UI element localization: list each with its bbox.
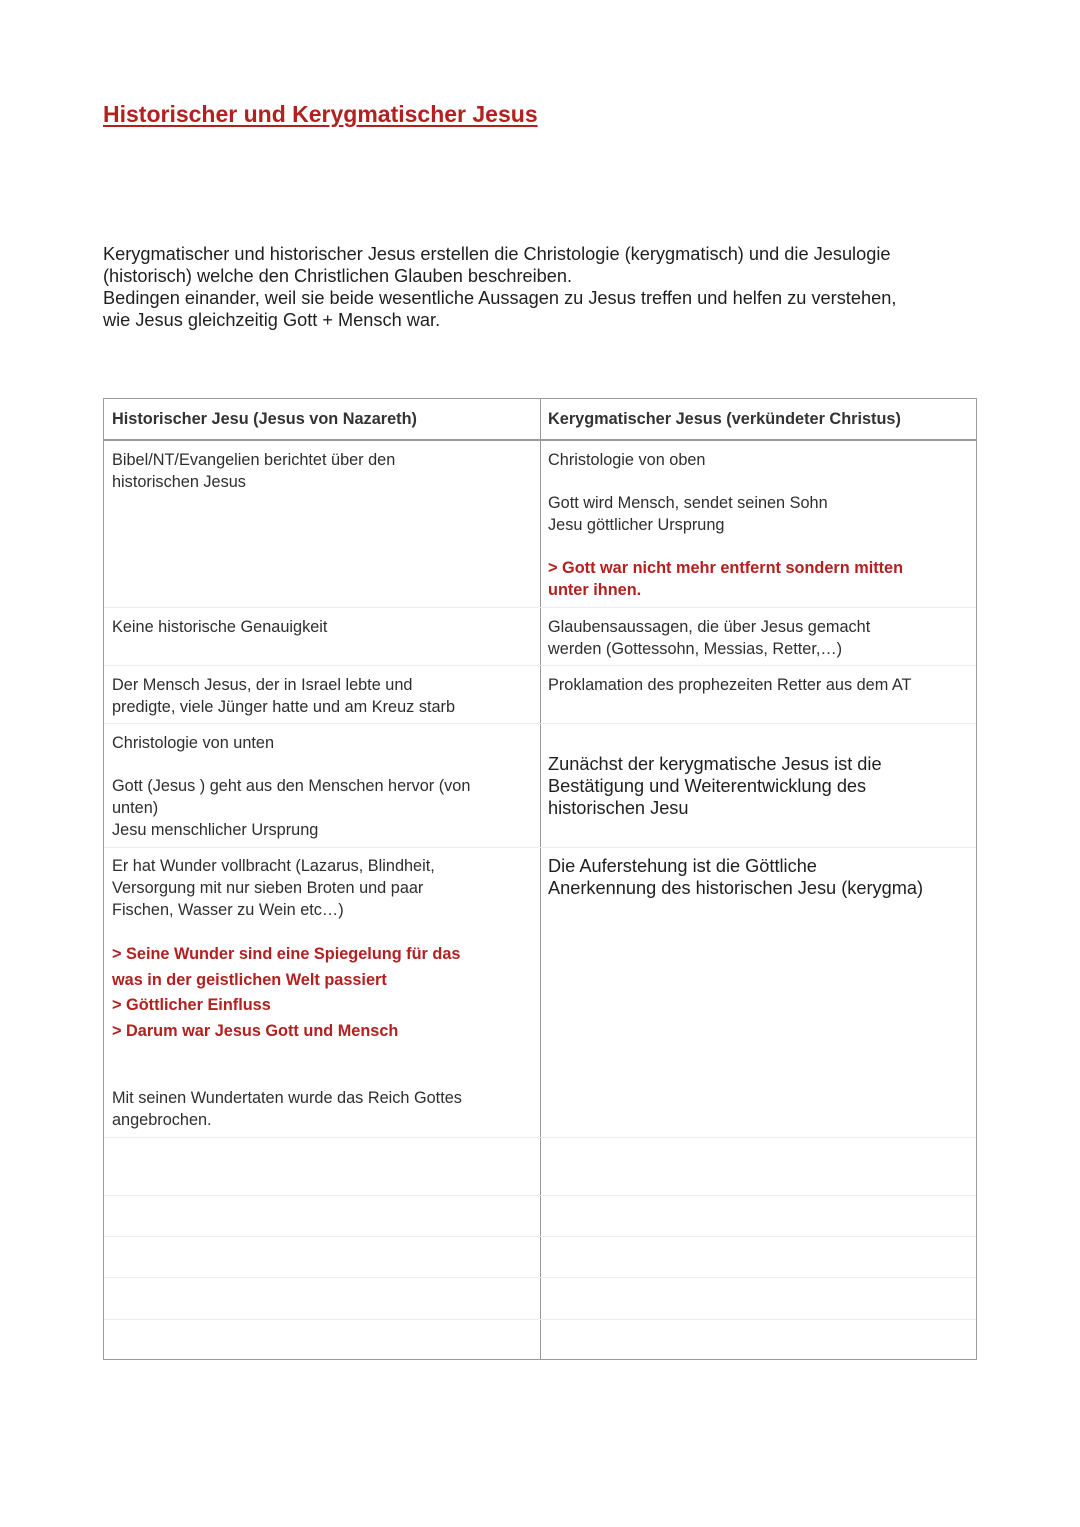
cell-historical-2 [112, 616, 534, 638]
cell-line: Jesu menschlicher Ursprung [112, 821, 319, 839]
cell-kerygmatic-2 [548, 616, 973, 660]
cell-historical-5-footer [112, 1087, 534, 1131]
cell-line: Gott (Jesus ) geht aus den Menschen hervor (von [112, 777, 471, 795]
row-divider [104, 847, 976, 848]
highlight-line: > Göttlicher Einfluss [112, 996, 271, 1014]
highlight-line: > Gott war nicht mehr entfernt sondern mitten [548, 559, 904, 577]
cell-line: predigte, viele Jünger hatte und am Kreuz starb [112, 698, 456, 716]
comparison-table [103, 398, 977, 1360]
cell-kerygmatic-4 [548, 753, 973, 819]
cell-line: Christologie von unten [112, 734, 275, 752]
cell-line: Bestätigung und Weiterentwicklung des [548, 776, 867, 796]
column-divider [540, 399, 541, 1359]
cell-line: werden (Gottessohn, Messias, Retter,…) [548, 640, 843, 658]
highlight-line: > Darum war Jesus Gott und Mensch [112, 1021, 399, 1040]
intro-line: Bedingen einander, weil sie beide wesentliche Aussagen zu Jesus treffen und helfen zu verstehen, [103, 288, 897, 308]
cell-historical-1 [112, 449, 534, 493]
cell-kerygmatic-1 [548, 449, 973, 601]
cell-line: angebrochen. [112, 1111, 212, 1129]
intro-text [103, 243, 983, 331]
cell-line: Die Auferstehung ist die Göttliche [548, 856, 817, 876]
cell-line: Gott wird Mensch, sendet seinen Sohn [548, 494, 828, 512]
row-divider [104, 1236, 976, 1237]
row-divider [104, 607, 976, 608]
row-divider [104, 1137, 976, 1138]
cell-line: Proklamation des prophezeiten Retter aus dem AT [548, 676, 912, 694]
intro-line: Kerygmatischer und historischer Jesus erstellen die Christologie (kerygmatisch) und die Jesulogie [103, 244, 891, 264]
cell-line: Jesu göttlicher Ursprung [548, 516, 725, 534]
header-kerygmatic: Kerygmatischer Jesus (verkündeter Christus) [548, 410, 901, 428]
row-divider [104, 1319, 976, 1320]
cell-line: Anerkennung des historischen Jesu (kerygma) [548, 878, 924, 898]
row-divider [104, 1277, 976, 1278]
cell-historical-4 [112, 732, 534, 841]
highlight-line: unter ihnen. [548, 581, 642, 599]
header-divider [104, 439, 976, 441]
cell-line: Glaubensaussagen, die über Jesus gemacht [548, 618, 871, 636]
row-divider [104, 665, 976, 666]
cell-line: unten) [112, 799, 159, 817]
cell-line: Er hat Wunder vollbracht (Lazarus, Blindheit, [112, 857, 435, 875]
cell-kerygmatic-3 [548, 674, 973, 696]
cell-kerygmatic-5 [548, 855, 973, 899]
cell-line: Zunächst der kerygmatische Jesus ist die [548, 754, 882, 774]
intro-line: (historisch) welche den Christlichen Glauben beschreiben. [103, 266, 573, 286]
row-divider [104, 1195, 976, 1196]
cell-line: Keine historische Genauigkeit [112, 618, 328, 636]
cell-historical-3 [112, 674, 534, 718]
intro-line: wie Jesus gleichzeitig Gott + Mensch war. [103, 310, 441, 330]
cell-historical-5 [112, 855, 534, 1044]
highlight-line: > Seine Wunder sind eine Spiegelung für das [112, 945, 461, 963]
highlight-line: was in der geistlichen Welt passiert [112, 970, 387, 989]
header-historical: Historischer Jesu (Jesus von Nazareth) [112, 410, 417, 428]
row-divider [104, 723, 976, 724]
cell-line: Mit seinen Wundertaten wurde das Reich Gottes [112, 1089, 462, 1107]
cell-line: historischen Jesu [548, 798, 689, 818]
page-title: Historischer und Kerygmatischer Jesus [103, 101, 538, 127]
cell-line: historischen Jesus [112, 473, 246, 491]
cell-line: Versorgung mit nur sieben Broten und paar [112, 879, 424, 897]
cell-line: Christologie von oben [548, 451, 706, 469]
cell-line: Bibel/NT/Evangelien berichtet über den [112, 451, 396, 469]
cell-line: Der Mensch Jesus, der in Israel lebte und [112, 676, 413, 694]
cell-line: Fischen, Wasser zu Wein etc…) [112, 901, 344, 919]
